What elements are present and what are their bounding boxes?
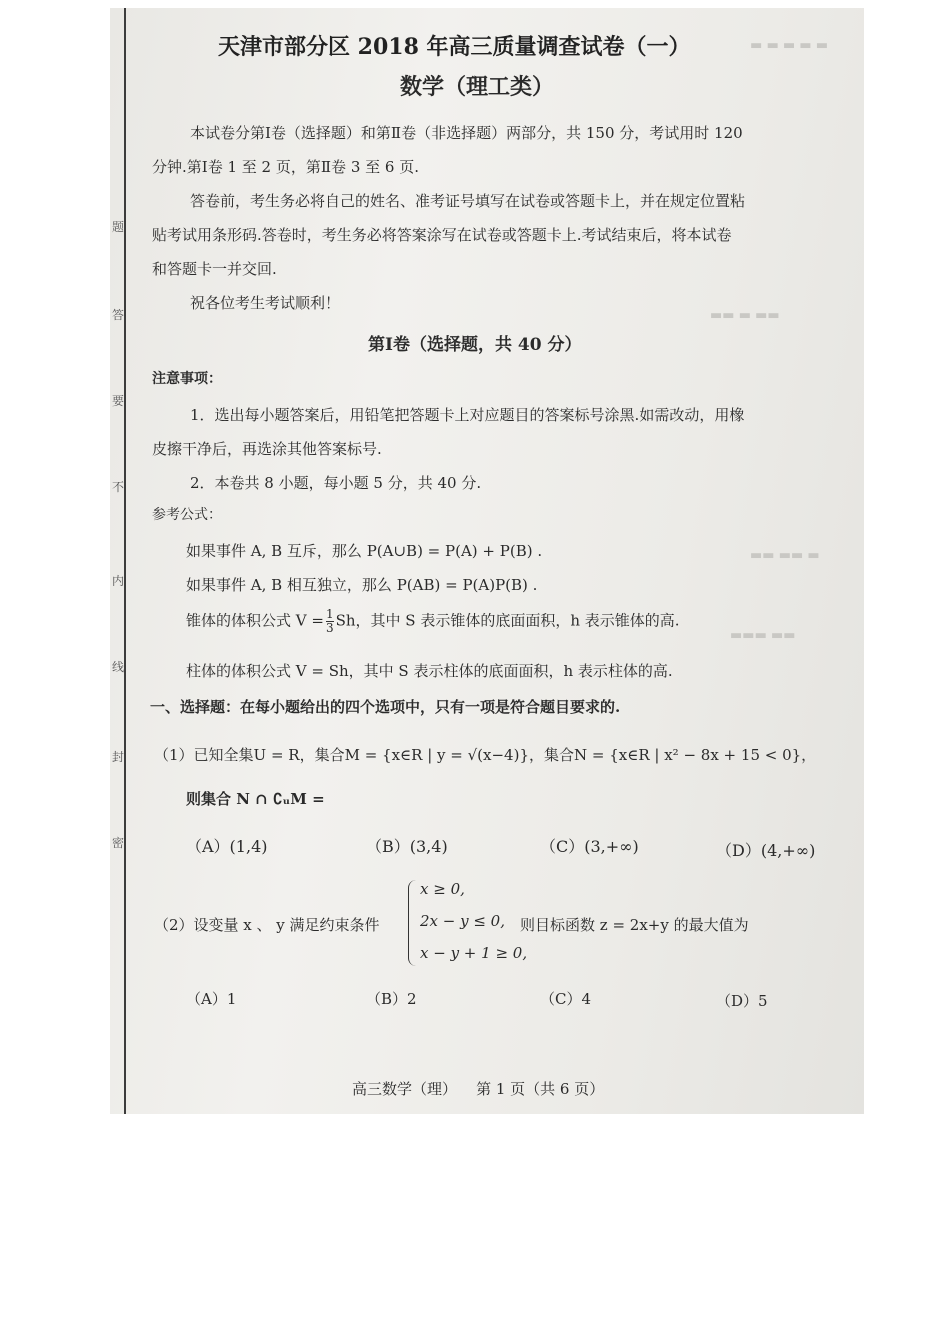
seal-char: 封 [112, 750, 125, 764]
fraction [326, 608, 334, 635]
question-1-stem: （1）已知全集U = R，集合M = {x∈R | y = √(x−4)}，集合N = {x∈R | x² − 8x + 15 < 0}， [154, 746, 817, 764]
section-heading: 第Ⅰ卷（选择题，共 40 分） [368, 335, 582, 355]
page-footer: 高三数学（理） 第 1 页（共 6 页） [352, 1080, 605, 1098]
exam-title: 天津市部分区 2018 年高三质量调查试卷（一） [218, 34, 691, 60]
notice-item: 2．本卷共 8 小题，每小题 5 分，共 40 分. [190, 474, 482, 492]
question-2-option: （B）2 [366, 990, 417, 1008]
notice-item: 1．选出每小题答案后，用铅笔把答题卡上对应题目的答案标号涂黑.如需改动，用橡 [190, 406, 745, 424]
bleed-through-text: ▬ ▬ ▬ ▬ ▬ [750, 38, 828, 53]
question-1-option: （B）(3,4) [366, 837, 448, 856]
part-heading: 一、选择题：在每小题给出的四个选项中，只有一项是符合题目要求的. [150, 698, 621, 716]
question-1-option: （A）(1,4) [186, 837, 268, 856]
question-2-stem: （2）设变量 x 、 y 满足约束条件 [154, 916, 380, 934]
question-1-option: （D）(4,+∞) [716, 841, 816, 860]
good-luck-line: 祝各位考生考试顺利！ [190, 294, 341, 312]
formula-line [186, 608, 680, 635]
intro-paragraph-line: 本试卷分第Ⅰ卷（选择题）和第Ⅱ卷（非选择题）两部分，共 150 分，考试用时 120 [190, 124, 743, 142]
bleed-through-text: ▬▬ ▬▬ ▬ [750, 548, 820, 563]
question-1-option: （C）(3,+∞) [540, 837, 639, 856]
formula-line: 如果事件 A, B 相互独立，那么 P(AB) = P(A)P(B) . [186, 576, 538, 594]
seal-char: 题 [112, 220, 125, 234]
notice-label: 注意事项： [152, 371, 222, 387]
question-1-ask: 则集合 N ∩ ∁ᵤM = [186, 790, 325, 808]
formula-line: 柱体的体积公式 V = Sh，其中 S 表示柱体的底面面积，h 表示柱体的高. [186, 662, 673, 680]
seal-char: 线 [112, 660, 125, 674]
formula-line: 如果事件 A, B 互斥，那么 P(A∪B) = P(A) + P(B) . [186, 542, 543, 560]
intro-paragraph-line: 贴考试用条形码.答卷时，考生务必将答案涂写在试卷或答题卡上.考试结束后，将本试卷 [152, 226, 732, 244]
seal-char: 内 [112, 574, 125, 588]
constraint-line: 2x − y ≤ 0, [420, 912, 505, 930]
question-2-option: （D）5 [716, 992, 768, 1010]
question-2-target: 则目标函数 z = 2x+y 的最大值为 [520, 916, 749, 934]
intro-paragraph-line: 答卷前，考生务必将自己的姓名、准考证号填写在试卷或答题卡上，并在规定位置粘 [190, 192, 746, 210]
exam-subtitle: 数学（理工类） [400, 74, 555, 100]
seal-char: 密 [112, 836, 125, 850]
cone-formula-prefix: 锥体的体积公式 V = [186, 611, 324, 630]
binding-line [124, 8, 126, 1114]
fraction-denominator: 3 [325, 621, 334, 635]
formula-label: 参考公式： [152, 507, 222, 523]
intro-paragraph-line: 分钟.第Ⅰ卷 1 至 2 页，第Ⅱ卷 3 至 6 页. [152, 158, 419, 176]
constraint-brace [408, 880, 417, 966]
constraint-line: x ≥ 0, [420, 880, 465, 898]
constraint-line: x − y + 1 ≥ 0, [420, 944, 528, 962]
cone-formula-suffix: Sh，其中 S 表示锥体的底面面积，h 表示锥体的高. [335, 611, 680, 630]
intro-paragraph-line: 和答题卡一并交回. [152, 260, 277, 278]
question-2-option: （C）4 [540, 990, 592, 1008]
seal-char: 不 [112, 480, 125, 494]
seal-char: 答 [112, 308, 125, 322]
bleed-through-text: ▬▬ ▬ ▬▬ [710, 308, 780, 323]
bleed-through-text: ▬▬▬ ▬▬ [730, 628, 796, 643]
fraction-numerator: 1 [325, 607, 334, 621]
notice-item: 皮擦干净后，再选涂其他答案标号. [152, 440, 382, 458]
seal-char: 要 [112, 394, 125, 408]
question-2-option: （A）1 [186, 990, 237, 1008]
